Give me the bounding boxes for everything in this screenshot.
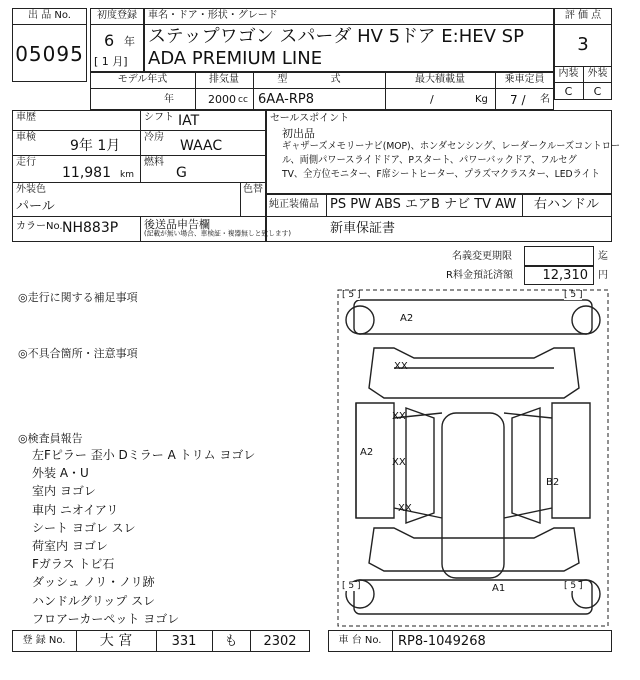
max-load-unit: Kg	[475, 94, 488, 105]
plate-area: 大 宮	[99, 633, 133, 649]
reg-year: 6	[104, 31, 115, 50]
inspector-report-line: フロアーカーペット ヨゴレ	[32, 611, 180, 626]
color-no-value: NH883P	[62, 220, 119, 236]
name-change-unit: 迄	[598, 251, 608, 262]
inspector-report-label: ◎検査員報告	[18, 432, 83, 445]
displacement-label: 排気量	[209, 74, 239, 85]
driving-notes-label: ◎走行に関する補足事項	[18, 291, 138, 304]
damage-mark: B2	[546, 477, 560, 488]
inspector-report-line: ダッシュ ノリ・ノリ跡	[32, 575, 155, 590]
equipment-items: PS PW ABS エアB ナビ TV AW	[330, 197, 517, 212]
inspection-label: 車検	[16, 132, 36, 143]
inspector-report-line: ハンドルグリップ スレ	[32, 593, 156, 608]
max-load-value: /	[430, 93, 434, 106]
ext-color-value: パール	[16, 199, 55, 214]
sales-points-label: セールスポイント	[270, 113, 350, 124]
tire-label-front-left: [ 5 ]	[342, 290, 361, 300]
name-change-label: 名義変更期限	[452, 251, 512, 262]
displacement-value: 2000	[208, 93, 236, 106]
interior-grade: C	[564, 85, 573, 98]
max-load-label: 最大積載量	[415, 74, 465, 85]
fuel-value: G	[176, 165, 187, 181]
car-outline	[334, 288, 612, 628]
name-label: 車名・ドア・形状・グレード	[148, 10, 278, 21]
mileage-unit: km	[120, 170, 134, 180]
damage-mark: A1	[492, 583, 506, 594]
model-year-unit: 年	[164, 94, 174, 105]
capacity-label: 乗車定員	[504, 74, 545, 85]
plate-number: 2302	[263, 634, 297, 649]
tire-label-rear-right: [ 5 ]	[564, 581, 583, 591]
damage-mark: XX	[398, 503, 412, 514]
exterior-grade: C	[593, 85, 602, 98]
capacity-value: 7 /	[510, 93, 526, 107]
reg-month: [ 1 月]	[94, 55, 128, 68]
damage-mark: A2	[360, 447, 374, 458]
damage-mark: XX	[392, 411, 406, 422]
inspector-report-line: 外装 A・U	[32, 466, 89, 481]
name-change-box	[524, 246, 594, 266]
drive-side: 右ハンドル	[534, 197, 600, 212]
model-year-label: モデル年式	[117, 74, 168, 85]
sales-line-4: TV、全方位モニター、F席シートヒーター、プラズマクラスター、LEDライト	[282, 169, 600, 180]
sales-line-3: ル、両側パワースライドドア、Pスタート、パワーバックドア、フルセグ	[282, 155, 577, 166]
history-label: 車歴	[16, 112, 36, 123]
sales-line-1: 初出品	[282, 127, 315, 140]
first-reg-label: 初度登録	[97, 10, 137, 21]
shift-label: シフト	[144, 112, 174, 123]
lot-label: 出 品 No.	[28, 10, 71, 21]
delivery-label: 後送品申告欄	[144, 218, 210, 231]
damage-mark: XX	[394, 361, 408, 372]
fuel-label: 燃料	[144, 157, 164, 168]
recycle-label: R料金預託済額	[446, 270, 513, 281]
inspection-value: 9年 1月	[70, 138, 121, 154]
vehicle-name-line1: ステップワゴン スパーダ HV 5ドア E:HEV SP	[148, 26, 524, 47]
displacement-unit: cc	[238, 95, 248, 105]
inspector-report-line: シート ヨゴレ スレ	[32, 520, 136, 535]
sales-line-2: ギャザーズメモリーナビ(MOP)、ホンダセンシング、レーダークルーズコントロー	[282, 141, 621, 152]
ac-label: 冷房	[144, 132, 164, 143]
type-label: 型 式	[277, 74, 361, 85]
repaint-label: 色替	[243, 184, 263, 195]
car-condition-diagram	[334, 288, 612, 628]
inspector-report-line: Fガラス トビ石	[32, 557, 115, 572]
ext-color-label: 外装色	[16, 184, 46, 195]
inspector-report-line: 室内 ヨゴレ	[32, 484, 96, 499]
score-label: 評 価 点	[564, 10, 602, 21]
mileage-label: 走行	[16, 157, 36, 168]
shift-value: IAT	[178, 113, 200, 129]
equipment-label: 純正装備品	[269, 199, 319, 210]
chassis-label: 車 台 No.	[338, 635, 382, 646]
color-no-label: カラーNo.	[16, 221, 63, 232]
tire-label-rear-left: [ 5 ]	[342, 581, 361, 591]
plate-label: 登 録 No.	[22, 635, 66, 646]
inspector-report-line: 荷室内 ヨゴレ	[32, 539, 108, 553]
damage-mark: XX	[392, 457, 406, 468]
recycle-value: 12,310	[542, 268, 588, 283]
inspector-report-line: 車内 ニオイアリ	[32, 502, 119, 517]
capacity-unit: 名	[540, 94, 550, 105]
chassis-number: RP8-1049268	[398, 634, 486, 649]
score-value: 3	[577, 34, 589, 55]
warranty-label: 新車保証書	[330, 221, 396, 236]
exterior-label: 外装	[587, 68, 608, 79]
reg-year-unit: 年	[124, 35, 135, 48]
type-value: 6AA-RP8	[258, 92, 314, 107]
tire-label-front-right: [ 5 ]	[564, 290, 583, 300]
plate-kana: も	[224, 634, 238, 649]
lot-number: 05095	[15, 42, 84, 66]
ac-value: WAAC	[180, 138, 223, 154]
inspector-report-line: 左Fピラー 歪小 Dミラー A トリム ヨゴレ	[32, 448, 256, 462]
interior-label: 内装	[558, 68, 579, 79]
plate-class: 331	[171, 634, 197, 649]
vehicle-name-line2: ADA PREMIUM LINE	[148, 48, 323, 69]
damage-mark: A2	[400, 313, 414, 324]
defect-notes-label: ◎不具合箇所・注意事項	[18, 347, 138, 360]
recycle-unit: 円	[598, 270, 608, 281]
mileage-value: 11,981	[62, 165, 111, 181]
delivery-note: (記載が無い場合、車検証・複器無しと致します)	[144, 230, 292, 238]
